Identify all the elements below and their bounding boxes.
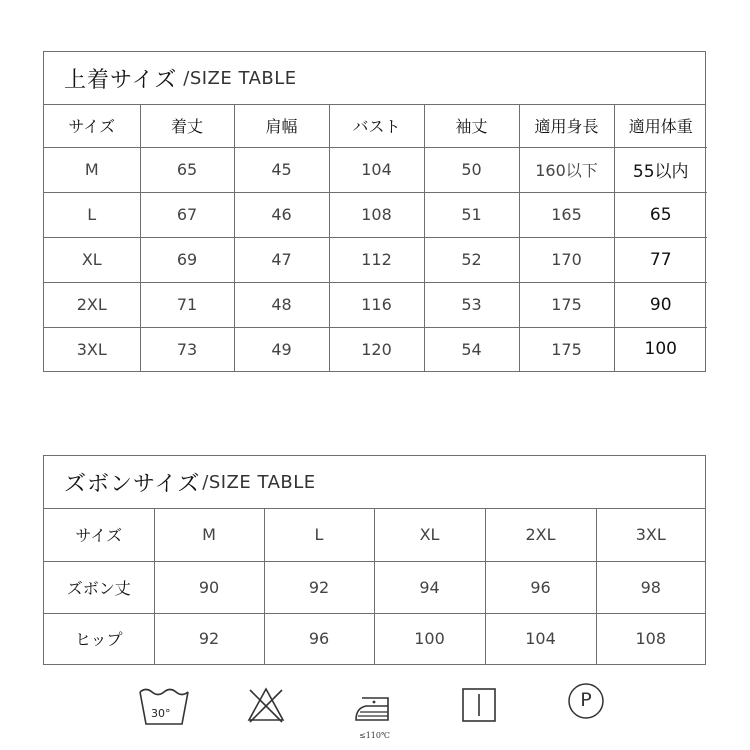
wash-temp-label: 30° [151,707,171,720]
table-row [44,561,705,613]
table-row [44,147,707,192]
tops-size-table [43,51,706,372]
care-icons [0,680,750,740]
table-cell: 92 [154,613,264,664]
table-cell: 96 [264,613,374,664]
table-cell: 108 [329,192,424,237]
row-label: サイズ [44,509,154,561]
table-cell: 71 [140,282,234,327]
table-cell: 104 [485,613,596,664]
table-cell: XL [374,509,485,561]
tops-header-cell: 肩幅 [234,105,329,147]
table-cell: 90 [154,561,264,613]
tops-grid [44,105,707,371]
table-cell: 120 [329,327,424,371]
tops-header-cell: 適用身長 [519,105,614,147]
table-cell: 55以内 [614,147,707,192]
table-cell: 53 [424,282,519,327]
table-row [44,237,707,282]
pants-size-table [43,455,706,665]
table-cell: 112 [329,237,424,282]
table-cell: 175 [519,327,614,371]
pants-table-title [44,456,705,509]
table-cell: 100 [644,339,677,360]
table-row [44,282,707,327]
table-cell: 175 [519,282,614,327]
tops-header-cell: バスト [329,105,424,147]
pants-grid [44,509,705,664]
table-cell: M [44,147,140,192]
table-cell: 67 [140,192,234,237]
table-row [44,509,705,561]
wash-30-icon [138,686,190,728]
pants-title-en: /SIZE TABLE [202,471,316,493]
table-cell: XL [44,237,140,282]
table-cell: 116 [329,282,424,327]
table-row [44,327,707,371]
table-cell: 100 [374,613,485,664]
table-cell: 69 [140,237,234,282]
table-cell: 90 [614,282,707,327]
tops-header-cell: 袖丈 [424,105,519,147]
table-cell: 52 [424,237,519,282]
tops-header-cell: 適用体重 [614,105,707,147]
tops-table-title [44,52,705,105]
table-cell: 92 [264,561,374,613]
table-cell: 2XL [485,509,596,561]
no-bleach-icon [246,686,286,724]
table-cell: 47 [234,237,329,282]
row-label: ズボン丈 [44,561,154,613]
table-cell: 77 [614,237,707,282]
dry-clean-letter: P [580,689,592,711]
table-cell: 73 [140,327,234,371]
table-cell: 51 [424,192,519,237]
table-cell: 46 [234,192,329,237]
table-cell: 54 [424,327,519,371]
table-cell: 65 [140,147,234,192]
table-cell: 108 [635,629,667,649]
table-row [44,192,707,237]
table-cell: L [264,509,374,561]
pants-title-jp: ズボンサイズ [64,471,201,497]
table-cell: L [44,192,140,237]
table-cell: 65 [614,192,707,237]
table-cell: 49 [234,327,329,371]
line-dry-icon [462,688,496,722]
table-cell: 94 [374,561,485,613]
tops-header-cell: サイズ [44,105,140,147]
table-cell: M [154,509,264,561]
table-cell: 98 [596,561,705,613]
iron-low-icon [352,690,396,724]
iron-temp-label: ≤110℃ [359,731,390,740]
table-cell: 45 [234,147,329,192]
table-cell: 3XL [596,509,705,561]
table-cell: 2XL [44,282,140,327]
table-cell: 3XL [44,327,140,371]
table-cell: 170 [519,237,614,282]
table-cell: 165 [519,192,614,237]
tops-title-en: /SIZE TABLE [183,67,297,89]
table-cell: 96 [485,561,596,613]
tops-header-row [44,105,707,147]
table-cell: 104 [329,147,424,192]
tops-header-cell: 着丈 [140,105,234,147]
table-cell: 48 [234,282,329,327]
table-cell: 160以下 [519,147,614,192]
tops-title-jp: 上着サイズ [64,67,178,93]
table-row [44,613,705,664]
dry-clean-p-icon [567,682,605,720]
row-label: ヒップ [44,613,154,664]
table-cell: 50 [424,147,519,192]
